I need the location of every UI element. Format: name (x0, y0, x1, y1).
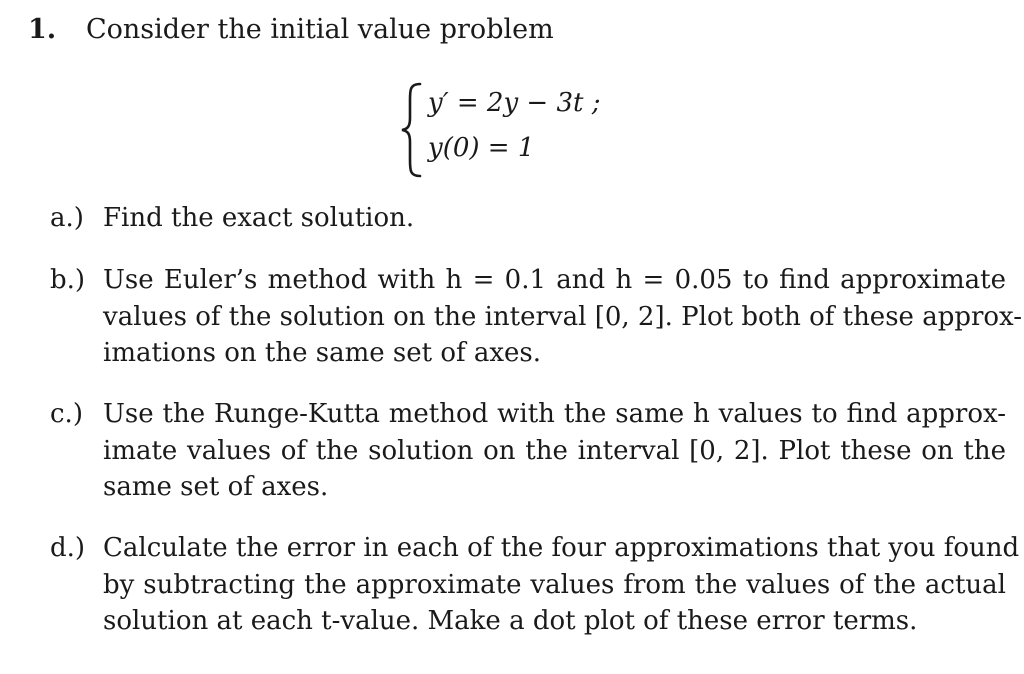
part-a (40, 200, 1006, 237)
part-b-line: Use Euler’s method with h = 0.1 and h = 0.05 to find approximate (103, 265, 1006, 295)
part-c-line: same set of axes. (103, 472, 329, 502)
part-d-line: by subtracting the approximate values from the values of the actual (103, 569, 1006, 600)
problem-intro: Consider the initial value problem (86, 14, 554, 45)
part-c-line: Use the Runge-Kutta method with the same h values to find approx- (103, 399, 1006, 429)
part-b-label: b.) (50, 265, 86, 295)
part-d (40, 530, 1020, 640)
part-a-label: a.) (50, 203, 84, 233)
part-b-text (103, 262, 1023, 372)
left-brace-icon (398, 80, 426, 180)
initial-condition: y(0) = 1 (428, 133, 535, 163)
part-b-line: values of the solution on the interval [0, 2]. Plot both of these approx- (103, 301, 1023, 332)
part-d-line: Calculate the error in each of the four approximations that you found (103, 533, 1020, 563)
part-c-label: c.) (50, 399, 83, 429)
equation-system (398, 80, 658, 180)
part-a-line: Find the exact solution. (103, 203, 415, 233)
part-d-line: solution at each t-value. Make a dot plot of these error terms. (103, 606, 918, 636)
part-d-text (103, 530, 1020, 640)
problem-number: 1. (28, 14, 57, 45)
part-c-text (103, 396, 1006, 506)
part-b (40, 262, 1023, 372)
differential-equation: y′ = 2y − 3t ; (428, 88, 601, 118)
part-d-label: d.) (50, 533, 86, 563)
part-b-line: imations on the same set of axes. (103, 338, 542, 368)
part-c-line: imate values of the solution on the interval [0, 2]. Plot these on the (103, 435, 1006, 466)
part-a-text (103, 200, 1006, 237)
part-c (40, 396, 1006, 506)
